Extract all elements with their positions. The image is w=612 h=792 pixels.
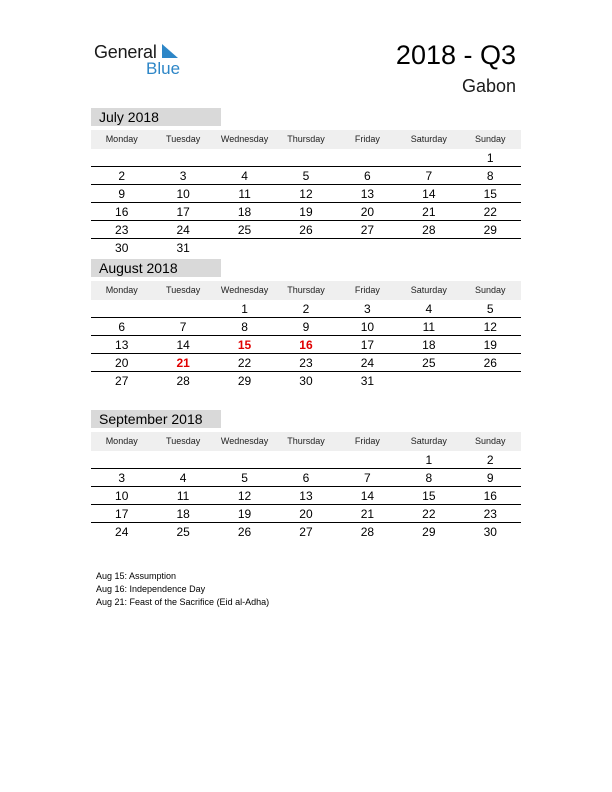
day-cell: 26 — [299, 223, 313, 237]
day-cell: 12 — [299, 187, 313, 201]
day-cell: 2 — [486, 453, 494, 467]
day-cell: 28 — [422, 223, 436, 237]
day-cell: 23 — [299, 356, 313, 370]
day-cell: 29 — [422, 525, 436, 539]
day-cell — [91, 452, 152, 468]
day-cell: 5 — [302, 169, 310, 183]
day-cell: 17 — [115, 507, 129, 521]
holiday-day-cell: 21 — [176, 356, 190, 370]
day-cell: 12 — [237, 489, 252, 503]
day-cell: 5 — [241, 471, 248, 485]
day-cell: 13 — [115, 338, 129, 352]
weekday-label: Sunday — [474, 436, 506, 446]
day-cell: 29 — [483, 223, 497, 237]
day-cell: 23 — [115, 223, 129, 237]
day-cell: 31 — [360, 374, 375, 388]
weekday-label: Saturday — [410, 436, 447, 446]
day-cell: 8 — [486, 169, 494, 183]
brand-name-blue: Blue — [146, 59, 181, 78]
weekday-label: Wednesday — [220, 134, 269, 144]
month-block — [91, 259, 521, 389]
day-cell: 22 — [483, 205, 497, 219]
weekday-header — [91, 281, 521, 300]
weekday-label: Sunday — [474, 285, 506, 295]
weekday-label: Thursday — [287, 285, 325, 295]
day-cell — [91, 150, 152, 166]
weekday-header — [91, 130, 521, 149]
week-row — [91, 204, 521, 221]
day-cell — [460, 240, 521, 256]
day-cell: 14 — [360, 489, 375, 503]
day-cell: 8 — [241, 320, 248, 334]
month-block — [91, 410, 521, 540]
month-label: August 2018 — [91, 259, 221, 277]
weekday-label: Tuesday — [166, 436, 201, 446]
week-row — [91, 524, 521, 540]
day-cell — [214, 240, 275, 256]
day-cell — [275, 150, 336, 166]
week-row — [91, 301, 521, 318]
day-cell: 12 — [483, 320, 497, 334]
weekday-label: Monday — [105, 285, 138, 295]
day-cell: 2 — [118, 169, 126, 183]
weekday-label: Friday — [354, 134, 380, 144]
day-cell — [152, 452, 213, 468]
holiday-day-cell: 16 — [299, 338, 313, 352]
day-cell — [398, 373, 459, 389]
week-row — [91, 150, 521, 167]
day-cell: 3 — [179, 169, 187, 183]
day-cell: 28 — [176, 374, 190, 388]
day-cell — [398, 150, 459, 166]
week-row — [91, 488, 521, 505]
week-row — [91, 452, 521, 469]
day-cell: 20 — [299, 507, 313, 521]
day-cell: 11 — [176, 489, 190, 503]
day-cell: 29 — [237, 374, 252, 388]
day-cell: 4 — [179, 471, 187, 485]
day-cell: 30 — [299, 374, 313, 388]
day-cell: 28 — [360, 525, 375, 539]
weekday-label: Tuesday — [166, 285, 201, 295]
week-row — [91, 319, 521, 336]
day-cell: 3 — [118, 471, 126, 485]
day-cell: 6 — [118, 320, 126, 334]
month-block — [91, 108, 521, 256]
day-cell: 11 — [422, 320, 436, 334]
day-cell: 20 — [360, 205, 375, 219]
day-cell: 1 — [425, 453, 433, 467]
day-cell: 24 — [176, 223, 190, 237]
week-row — [91, 240, 521, 256]
weekday-label: Monday — [105, 134, 138, 144]
day-cell: 31 — [176, 241, 190, 255]
day-cell: 23 — [483, 507, 497, 521]
day-cell: 1 — [241, 302, 248, 316]
day-cell: 14 — [422, 187, 436, 201]
day-cell: 25 — [176, 525, 190, 539]
day-cell: 4 — [241, 169, 248, 183]
day-cell: 15 — [483, 187, 497, 201]
day-cell — [337, 452, 398, 468]
day-cell: 8 — [425, 471, 433, 485]
weekday-label: Friday — [354, 436, 380, 446]
day-cell — [460, 373, 521, 389]
weekday-label: Sunday — [474, 134, 506, 144]
week-row — [91, 470, 521, 487]
day-cell: 7 — [425, 169, 433, 183]
weekday-label: Saturday — [410, 285, 447, 295]
day-cell: 14 — [176, 338, 190, 352]
day-cell: 9 — [486, 471, 494, 485]
day-cell: 13 — [360, 187, 375, 201]
weekday-header — [91, 432, 521, 451]
holiday-note: Aug 15: Assumption — [96, 571, 177, 581]
day-cell: 19 — [237, 507, 252, 521]
weekday-label: Tuesday — [166, 134, 201, 144]
day-cell — [275, 240, 336, 256]
day-cell: 10 — [360, 320, 375, 334]
day-cell — [275, 452, 336, 468]
day-cell: 15 — [422, 489, 436, 503]
day-cell: 27 — [115, 374, 129, 388]
day-cell: 27 — [360, 223, 375, 237]
holiday-notes — [96, 570, 269, 609]
day-cell: 9 — [118, 187, 126, 201]
day-cell: 2 — [302, 302, 310, 316]
country-name: Gabon — [461, 76, 516, 96]
month-label: September 2018 — [91, 410, 221, 428]
day-cell: 26 — [483, 356, 497, 370]
day-cell: 18 — [176, 507, 190, 521]
holiday-note: Aug 21: Feast of the Sacrifice (Eid al-Adha) — [96, 597, 270, 607]
logo-flag-icon — [162, 44, 178, 58]
day-cell: 17 — [176, 205, 190, 219]
day-cell: 6 — [302, 471, 310, 485]
day-cell: 24 — [115, 525, 129, 539]
week-row — [91, 337, 521, 354]
day-cell: 10 — [176, 187, 190, 201]
day-cell: 13 — [299, 489, 313, 503]
week-row — [91, 186, 521, 203]
day-cell: 30 — [483, 525, 497, 539]
day-cell: 20 — [115, 356, 129, 370]
day-cell: 3 — [364, 302, 371, 316]
month-label: July 2018 — [91, 108, 221, 126]
day-cell: 7 — [179, 320, 187, 334]
week-row — [91, 506, 521, 523]
day-cell: 16 — [115, 205, 129, 219]
day-cell: 17 — [360, 338, 375, 352]
holiday-note: Aug 16: Independence Day — [96, 584, 206, 594]
brand-name-general: General — [94, 42, 157, 62]
day-cell: 25 — [422, 356, 436, 370]
weekday-label: Wednesday — [220, 285, 269, 295]
day-cell: 9 — [302, 320, 310, 334]
weekday-label: Saturday — [410, 134, 447, 144]
day-cell: 24 — [360, 356, 375, 370]
weekday-label: Thursday — [287, 134, 325, 144]
day-cell: 21 — [360, 507, 375, 521]
day-cell: 30 — [115, 241, 129, 255]
day-cell: 6 — [364, 169, 371, 183]
week-row — [91, 355, 521, 372]
day-cell — [91, 301, 152, 317]
week-row — [91, 373, 521, 389]
weekday-label: Friday — [354, 285, 380, 295]
day-cell — [152, 150, 213, 166]
weekday-label: Thursday — [287, 436, 325, 446]
day-cell — [152, 301, 213, 317]
day-cell: 11 — [238, 187, 251, 201]
day-cell — [214, 452, 275, 468]
week-row — [91, 168, 521, 185]
brand-logo — [94, 40, 194, 80]
day-cell: 5 — [486, 302, 494, 316]
day-cell: 18 — [237, 205, 252, 219]
day-cell — [398, 240, 459, 256]
day-cell: 4 — [425, 302, 433, 316]
week-row — [91, 222, 521, 239]
day-cell: 1 — [486, 151, 494, 165]
day-cell: 27 — [299, 525, 313, 539]
day-cell: 22 — [422, 507, 436, 521]
page-title: 2018 - Q3 — [395, 40, 516, 70]
day-cell — [337, 240, 398, 256]
holiday-day-cell: 15 — [237, 338, 252, 352]
day-cell — [214, 150, 275, 166]
day-cell: 19 — [299, 205, 313, 219]
day-cell: 21 — [422, 205, 436, 219]
day-cell: 18 — [422, 338, 436, 352]
day-cell: 10 — [115, 489, 129, 503]
day-cell: 25 — [237, 223, 252, 237]
day-cell: 19 — [483, 338, 497, 352]
day-cell: 7 — [364, 471, 371, 485]
weekday-label: Wednesday — [220, 436, 269, 446]
day-cell: 16 — [483, 489, 497, 503]
day-cell — [337, 150, 398, 166]
day-cell: 22 — [237, 356, 252, 370]
day-cell: 26 — [237, 525, 252, 539]
weekday-label: Monday — [105, 436, 138, 446]
